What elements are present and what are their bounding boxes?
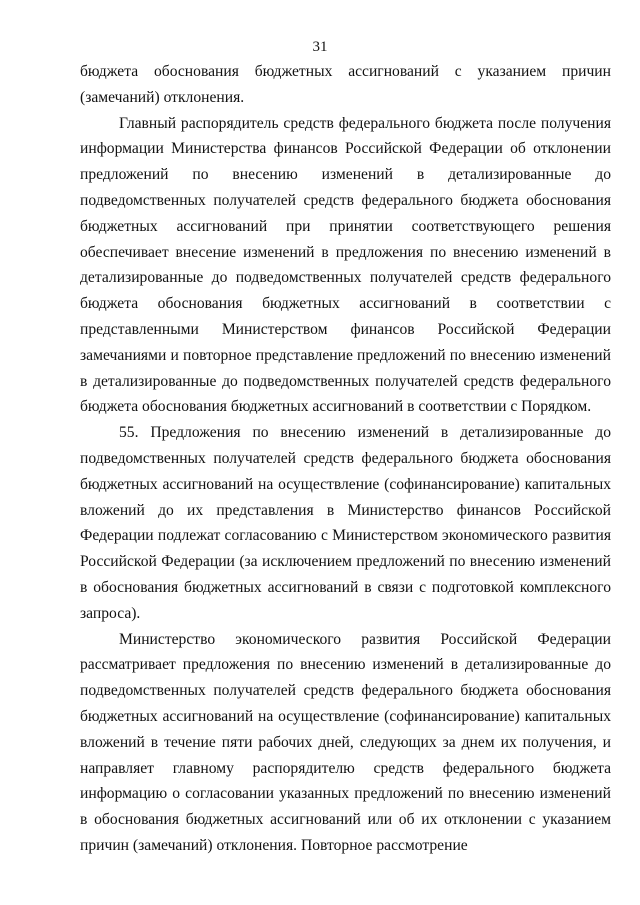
paragraph-continuation: бюджета обоснования бюджетных ассигнований с указанием причин (замечаний) отклонения. — [80, 63, 611, 106]
paragraph-ministry-review: Министерство экономического развития Российской Федерации рассматривает предложения по внесению изменений в детализированные до подведомственных получателей средств федерального бюджета обоснования бюджетных ассигнований на осуществление (софинансирование) капитальных вложений в течение пяти рабочих дней, следующих за днем их получения, и направляет главному распорядителю средств федерального бюджета информацию о согласовании указанных предложений по внесению изменений в обоснования бюджетных ассигнований или об их отклонении с указанием причин (замечаний) отклонения. Повторное рассмотрение — [80, 630, 611, 854]
paragraph-item-55: 55. Предложения по внесению изменений в детализированные до подведомственных получателей средств федерального бюджета обоснования бюджетных ассигнований на осуществление (софинансирование) капитальных вложений до их представления в Министерство финансов Российской Федерации подлежат согласованию с Министерством экономического развития Российской Федерации (за исключением предложений по внесению изменений в обоснования бюджетных ассигнований в связи с подготовкой комплексного запроса). — [80, 424, 611, 622]
page-number: 31 — [312, 39, 328, 55]
paragraph-chief-administrator: Главный распорядитель средств федерального бюджета после получения информации Министерства финансов Российской Федерации об отклонении предложений по внесению изменений в детализированные до подведомственных получателей средств федерального бюджета обоснования бюджетных ассигнований при принятии соответствующего решения обеспечивает внесение изменений в предложения по внесению изменений в детализированные до подведомственных получателей средств федерального бюджета обоснования бюджетных ассигнований в соответствии с представленными Министерством финансов Российской Федерации замечаниями и повторное представление предложений по внесению изменений в детализированные до подведомственных получателей средств федерального бюджета обоснования бюджетных ассигнований в соответствии с Порядком. — [80, 114, 611, 416]
document-body — [80, 59, 611, 859]
